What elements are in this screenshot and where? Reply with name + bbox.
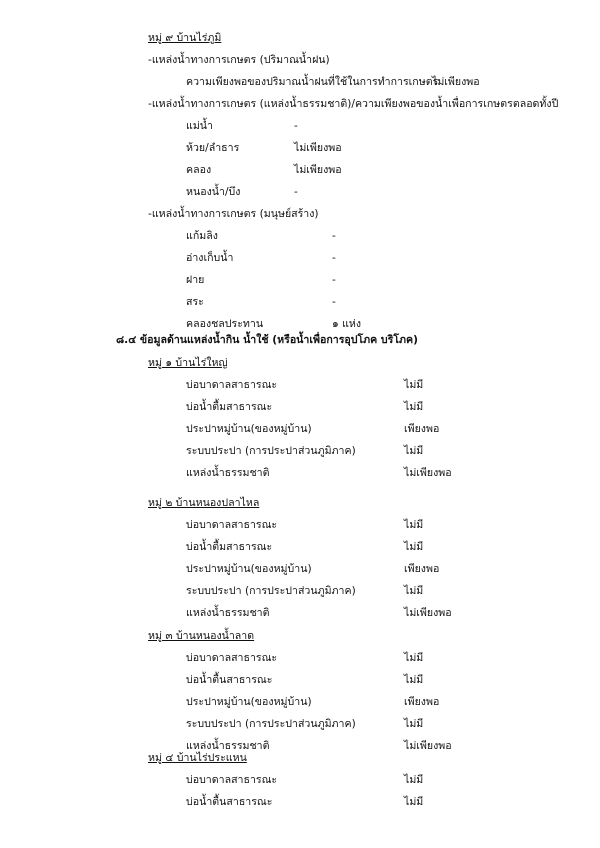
item-label: สระ — [186, 296, 204, 308]
village-heading: หมู่ ๒ บ้านหนองปลาไหล — [148, 497, 260, 509]
row-value: เพียงพอ — [404, 696, 440, 708]
item-label: อ่างเก็บน้ำ — [186, 252, 234, 264]
item-value: - — [332, 274, 336, 286]
row-label: บ่อบาดาลสาธารณะ — [186, 652, 278, 664]
section-subtitle: -แหล่งน้ำทางการเกษตร (ปริมาณน้ำฝน) — [148, 54, 330, 66]
item-value: - — [332, 296, 336, 308]
row-label: บ่อน้ำตื้นสาธารณะ — [186, 674, 273, 686]
row-label: ประปาหมู่บ้าน(ของหมู่บ้าน) — [186, 423, 312, 435]
row-label: บ่อน้ำตื้มสาธารณะ — [186, 541, 273, 553]
item-value: - — [332, 230, 336, 242]
row-label: แหล่งน้ำธรรมชาติ — [186, 607, 270, 619]
row-value: ไม่มี — [404, 774, 424, 786]
row-label: แหล่งน้ำธรรมชาติ — [186, 467, 270, 479]
item-value: - — [294, 186, 298, 198]
row-label: บ่อบาดาลสาธารณะ — [186, 519, 278, 531]
item-label: แก้มลิง — [186, 230, 218, 242]
village-heading: หมู่ ๓ บ้านหนองน้ำลาด — [148, 630, 255, 642]
row-value: ไม่มี — [404, 445, 424, 457]
village-heading: หมู่ ๙ บ้านไร่ภูมิ — [148, 32, 222, 44]
village-heading: หมู่ ๔ บ้านไร่ประแหน — [148, 752, 247, 764]
row-label: ประปาหมู่บ้าน(ของหมู่บ้าน) — [186, 696, 312, 708]
row-value: ไม่มี — [404, 585, 424, 597]
row-label: บ่อน้ำตื้นสาธารณะ — [186, 796, 273, 808]
row-value: ไม่เพียงพอ — [404, 607, 452, 619]
row-value: ไม่มี — [404, 718, 424, 730]
section-subtitle: -แหล่งน้ำทางการเกษตร (มนุษย์สร้าง) — [148, 208, 319, 220]
row-value: ไม่มี — [404, 541, 424, 553]
item-value: ไม่เพียงพอ — [294, 142, 342, 154]
village-heading: หมู่ ๑ บ้านไร่ใหญ่ — [148, 357, 228, 369]
item-value: - — [294, 120, 298, 132]
row-value: ไม่มี — [404, 796, 424, 808]
item-label: คลอง — [186, 164, 212, 176]
section-subtitle: -แหล่งน้ำทางการเกษตร (แหล่งน้ำธรรมชาติ)/ความเพียงพอของน้ำเพื่อการเกษตรตลอดทั้งปี — [148, 98, 559, 110]
row-value: ไม่มี — [404, 652, 424, 664]
item-value: - — [332, 252, 336, 264]
row-label: แหล่งน้ำธรรมชาติ — [186, 740, 270, 752]
item-label: ฝาย — [186, 274, 205, 286]
row-value: ไม่เพียงพอ — [404, 467, 452, 479]
item-value: ไม่เพียงพอ — [294, 164, 342, 176]
row-value: ไม่มี — [404, 379, 424, 391]
rain-label: ความเพียงพอของปริมาณน้ำฝนที่ใช้ในการทำการเกษตร — [186, 76, 439, 88]
row-value: เพียงพอ — [404, 423, 440, 435]
section-title: ๘.๔ ข้อมูลด้านแหล่งน้ำกิน น้ำใช้ (หรือน้ำเพื่อการอุปโภค บริโภค) — [116, 334, 418, 346]
row-value: เพียงพอ — [404, 563, 440, 575]
row-label: ระบบประปา (การประปาส่วนภูมิภาค) — [186, 445, 356, 457]
row-value: ไม่มี — [404, 519, 424, 531]
row-value: ไม่มี — [404, 674, 424, 686]
row-label: บ่อบาดาลสาธารณะ — [186, 379, 278, 391]
item-label: แม่น้ำ — [186, 120, 214, 132]
row-label: บ่อบาดาลสาธารณะ — [186, 774, 278, 786]
row-value: ไม่มี — [404, 401, 424, 413]
item-label: หนองน้ำ/บึง — [186, 186, 241, 198]
item-value: ๑ แห่ง — [332, 318, 362, 330]
rain-value: ไม่เพียงพอ — [432, 76, 480, 88]
row-value: ไม่เพียงพอ — [404, 740, 452, 752]
item-label: ห้วย/ลำธาร — [186, 142, 240, 154]
item-label: คลองชลประทาน — [186, 318, 264, 330]
row-label: ระบบประปา (การประปาส่วนภูมิภาค) — [186, 718, 356, 730]
row-label: บ่อน้ำตื้มสาธารณะ — [186, 401, 273, 413]
row-label: ระบบประปา (การประปาส่วนภูมิภาค) — [186, 585, 356, 597]
row-label: ประปาหมู่บ้าน(ของหมู่บ้าน) — [186, 563, 312, 575]
